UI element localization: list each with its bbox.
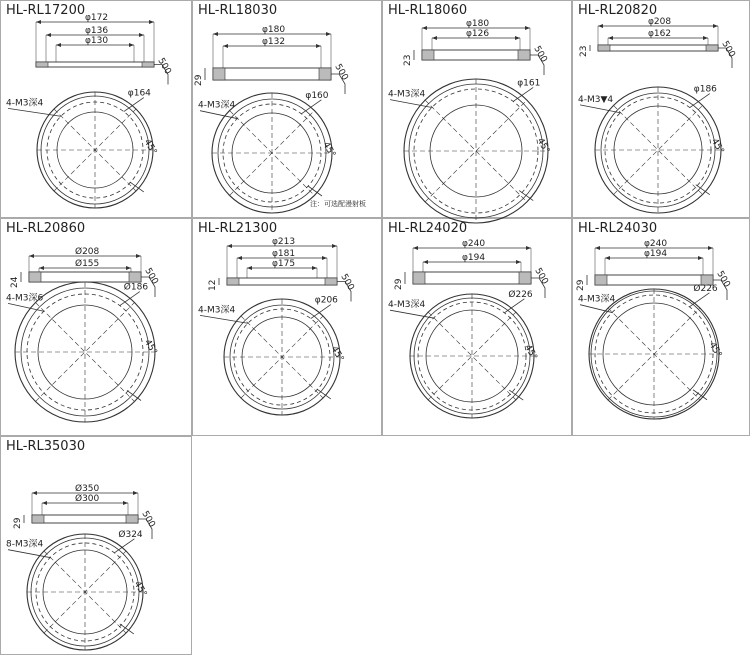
dim-line-d_outer-arrow-right	[133, 491, 138, 495]
dim-label-d_outer: Ø350	[75, 484, 100, 494]
dim-label-d_mid: φ136	[85, 26, 109, 36]
dim-line-d_inner-arrow-right	[516, 260, 521, 264]
dim-line-d_inner-arrow-left	[423, 260, 428, 264]
dim-line-d_outer-arrow-left	[413, 246, 418, 250]
side-view-body	[598, 45, 718, 51]
top-view-ring-2	[601, 93, 715, 207]
pcd-leader	[689, 293, 709, 307]
cable-exit-line	[696, 185, 710, 195]
cable-length-label: 500	[338, 272, 356, 293]
cable-length-label: 500	[142, 266, 160, 287]
side-view-section-left	[598, 45, 610, 51]
dim-line-d_inner-arrow-left	[56, 43, 61, 47]
dim-label-d_inner: φ194	[644, 249, 668, 259]
angle-label: 45°	[522, 343, 539, 363]
dim-line-d_outer-arrow-right	[708, 246, 713, 250]
dim-line-d_inner-arrow-right	[312, 266, 317, 270]
drawing-2	[194, 3, 366, 213]
hole-spec-label: 4-M3深4	[388, 89, 426, 100]
side-view-section-right	[319, 68, 331, 80]
dim-line-d_outer-arrow-right	[526, 246, 531, 250]
dim-label-d_outer: φ240	[644, 239, 668, 249]
pcd-label: φ186	[693, 84, 717, 95]
hole-leader	[580, 105, 621, 113]
dim-line-d_inner-arrow-left	[432, 36, 437, 40]
dim-label-d_inner: Ø155	[75, 259, 100, 269]
side-view-body	[32, 515, 138, 523]
model-title: HL-RL18030	[198, 3, 278, 18]
cable-length-label: 500	[139, 509, 157, 530]
model-title: HL-RL17200	[6, 3, 86, 18]
dim-label-d_inner: φ130	[85, 36, 109, 46]
hole-spec-label: 4-M3深4	[198, 305, 236, 316]
hole-spec-label: 4-M3深4	[388, 300, 426, 311]
hole-spec-label: 4-M3深6	[6, 293, 44, 304]
side-view-body	[29, 272, 141, 282]
cable-exit-line	[127, 391, 141, 401]
dim-label-d_inner: φ132	[262, 37, 286, 47]
dim-line-d_mid-arrow-left	[237, 256, 242, 260]
side-view-section-left	[36, 62, 48, 67]
model-title: HL-RL24030	[578, 221, 658, 236]
dim-label-d_inner: φ175	[272, 259, 296, 269]
cell-border-7	[383, 219, 572, 436]
height-label: 29	[394, 278, 404, 290]
side-view-section-left	[227, 278, 239, 285]
pcd-label: Ø186	[123, 282, 149, 293]
model-title: HL-RL35030	[6, 439, 86, 454]
side-view-body	[227, 278, 337, 285]
dim-label-d_outer: φ180	[262, 25, 286, 35]
hole-leader	[200, 111, 238, 119]
side-view-section-right	[142, 62, 154, 67]
dim-line-d_inner-arrow-right	[126, 266, 131, 270]
dim-label-d_outer: φ172	[85, 13, 109, 23]
model-title: HL-RL20820	[578, 3, 658, 18]
drawing-4	[578, 3, 737, 213]
hole-spec-label: 4-M3深4	[198, 100, 236, 111]
cable-exit-line	[519, 191, 533, 201]
cable-length-label: 500	[714, 269, 732, 290]
angle-label: 45°	[708, 137, 726, 156]
side-view-body	[213, 68, 331, 80]
angle-label: 45°	[141, 137, 159, 157]
pcd-leader	[311, 305, 331, 319]
height-label: 29	[194, 74, 204, 86]
drawing-8	[576, 221, 732, 419]
pcd-leader	[124, 98, 144, 112]
dim-line-d_outer-arrow-left	[598, 24, 603, 28]
side-view-section-left	[213, 68, 225, 80]
dim-line-d_outer-arrow-right	[525, 26, 530, 30]
side-view-section-left	[422, 50, 434, 60]
side-view-body	[413, 272, 531, 284]
dim-label-d_inner: Ø300	[75, 494, 100, 504]
dim-label-d_inner: φ126	[466, 29, 490, 39]
cable-length-label: 500	[531, 44, 549, 65]
pcd-leader	[114, 539, 134, 553]
side-view-section-right	[518, 50, 530, 60]
dim-line-d_outer-arrow-left	[422, 26, 427, 30]
dim-line-d_outer-arrow-left	[36, 20, 41, 24]
dim-line-d_outer-arrow-left	[595, 246, 600, 250]
angle-label: 45°	[131, 579, 149, 599]
side-view-section-right	[519, 272, 531, 284]
pcd-label: φ160	[305, 90, 329, 101]
dim-line-d_inner-arrow-right	[316, 44, 321, 48]
side-view-body	[422, 50, 530, 60]
pcd-leader	[690, 94, 710, 108]
side-view-section-right	[325, 278, 337, 285]
side-view-section-left	[595, 275, 607, 285]
dim-line-d_inner-arrow-left	[608, 36, 613, 40]
dim-line-d_mid-arrow-right	[322, 256, 327, 260]
model-title: HL-RL21300	[198, 221, 278, 236]
cable-length-label: 500	[719, 39, 737, 60]
dim-line-d_inner-arrow-right	[123, 501, 128, 505]
dim-line-d_outer-arrow-right	[326, 32, 331, 36]
side-view-section-left	[32, 515, 44, 523]
pcd-label: φ164	[127, 88, 151, 99]
dim-line-d_inner-arrow-right	[698, 256, 703, 260]
dim-line-d_outer-arrow-left	[213, 32, 218, 36]
pcd-label: Ø226	[508, 289, 533, 300]
side-view-section-right	[129, 272, 141, 282]
dim-line-d_outer-arrow-right	[136, 254, 141, 258]
dim-line-d_outer-arrow-right	[713, 24, 718, 28]
drawing-7	[388, 221, 550, 418]
dim-label-d_inner: φ194	[462, 253, 486, 263]
height-label: 29	[13, 517, 23, 529]
angle-label: 45°	[706, 340, 724, 360]
dim-label-d_outer: φ213	[272, 237, 296, 247]
hole-spec-label: 4-M3▼4	[578, 94, 614, 105]
dim-line-d_inner-arrow-left	[223, 44, 228, 48]
pcd-leader	[513, 87, 533, 101]
angle-label: 45°	[534, 136, 552, 156]
height-label: 23	[403, 54, 413, 66]
dim-line-d_inner-arrow-right	[515, 36, 520, 40]
model-title: HL-RL24020	[388, 221, 468, 236]
dim-label-d_outer: Ø208	[75, 247, 100, 257]
drawing-5	[6, 221, 160, 422]
height-label: 23	[579, 45, 589, 57]
dim-label-d_inner: φ162	[648, 29, 672, 39]
cable-length-label: 500	[532, 266, 550, 287]
dim-line-d_inner-arrow-left	[247, 266, 252, 270]
dim-line-d_inner-arrow-left	[605, 256, 610, 260]
side-view-section-right	[706, 45, 718, 51]
dim-line-d_inner-arrow-right	[703, 36, 708, 40]
drawing-6	[198, 221, 356, 415]
dim-line-d_outer-arrow-left	[29, 254, 34, 258]
dim-line-d_mid-arrow-left	[46, 33, 51, 37]
dim-label-d_mid: φ181	[272, 249, 296, 259]
note-label: 注：可选配漫射板	[310, 200, 366, 208]
cable-length-label: 500	[155, 56, 173, 77]
pcd-label: Ø324	[118, 529, 143, 540]
dim-line-d_inner-arrow-right	[129, 43, 134, 47]
drawing-1	[6, 3, 173, 208]
dim-label-d_outer: φ180	[466, 19, 490, 29]
dim-label-d_outer: φ208	[648, 17, 672, 27]
dim-line-d_outer-arrow-right	[332, 244, 337, 248]
model-title: HL-RL18060	[388, 3, 468, 18]
model-title: HL-RL20860	[6, 221, 86, 236]
pcd-label: φ161	[517, 78, 541, 89]
hole-leader	[390, 310, 434, 318]
hole-spec-label: 4-M3深4	[6, 98, 44, 109]
height-label: 29	[576, 279, 586, 291]
drawing-3	[388, 3, 551, 223]
dim-line-d_outer-arrow-left	[227, 244, 232, 248]
dim-line-d_inner-arrow-left	[39, 266, 44, 270]
dim-label-d_outer: φ240	[462, 239, 486, 249]
drawing-9	[6, 439, 157, 650]
side-view-section-right	[126, 515, 138, 523]
angle-label: 45°	[320, 140, 338, 160]
angle-label: 45°	[141, 338, 159, 357]
angle-label: 45°	[328, 344, 346, 364]
hole-spec-label: 8-M3深4	[6, 539, 44, 550]
dim-line-d_mid-arrow-right	[139, 33, 144, 37]
cable-length-label: 500	[332, 62, 350, 83]
dim-line-d_outer-arrow-right	[149, 20, 154, 24]
dim-line-d_outer-arrow-left	[32, 491, 37, 495]
dim-line-d_inner-arrow-left	[42, 501, 47, 505]
pcd-label: φ206	[314, 295, 338, 306]
side-view-section-left	[413, 272, 425, 284]
height-label: 24	[10, 276, 20, 288]
hole-spec-label: 4-M3深4	[578, 294, 616, 305]
side-view-body	[36, 62, 154, 67]
height-label: 12	[208, 279, 218, 291]
side-view-section-left	[29, 272, 41, 282]
pcd-label: Ø226	[693, 283, 718, 294]
